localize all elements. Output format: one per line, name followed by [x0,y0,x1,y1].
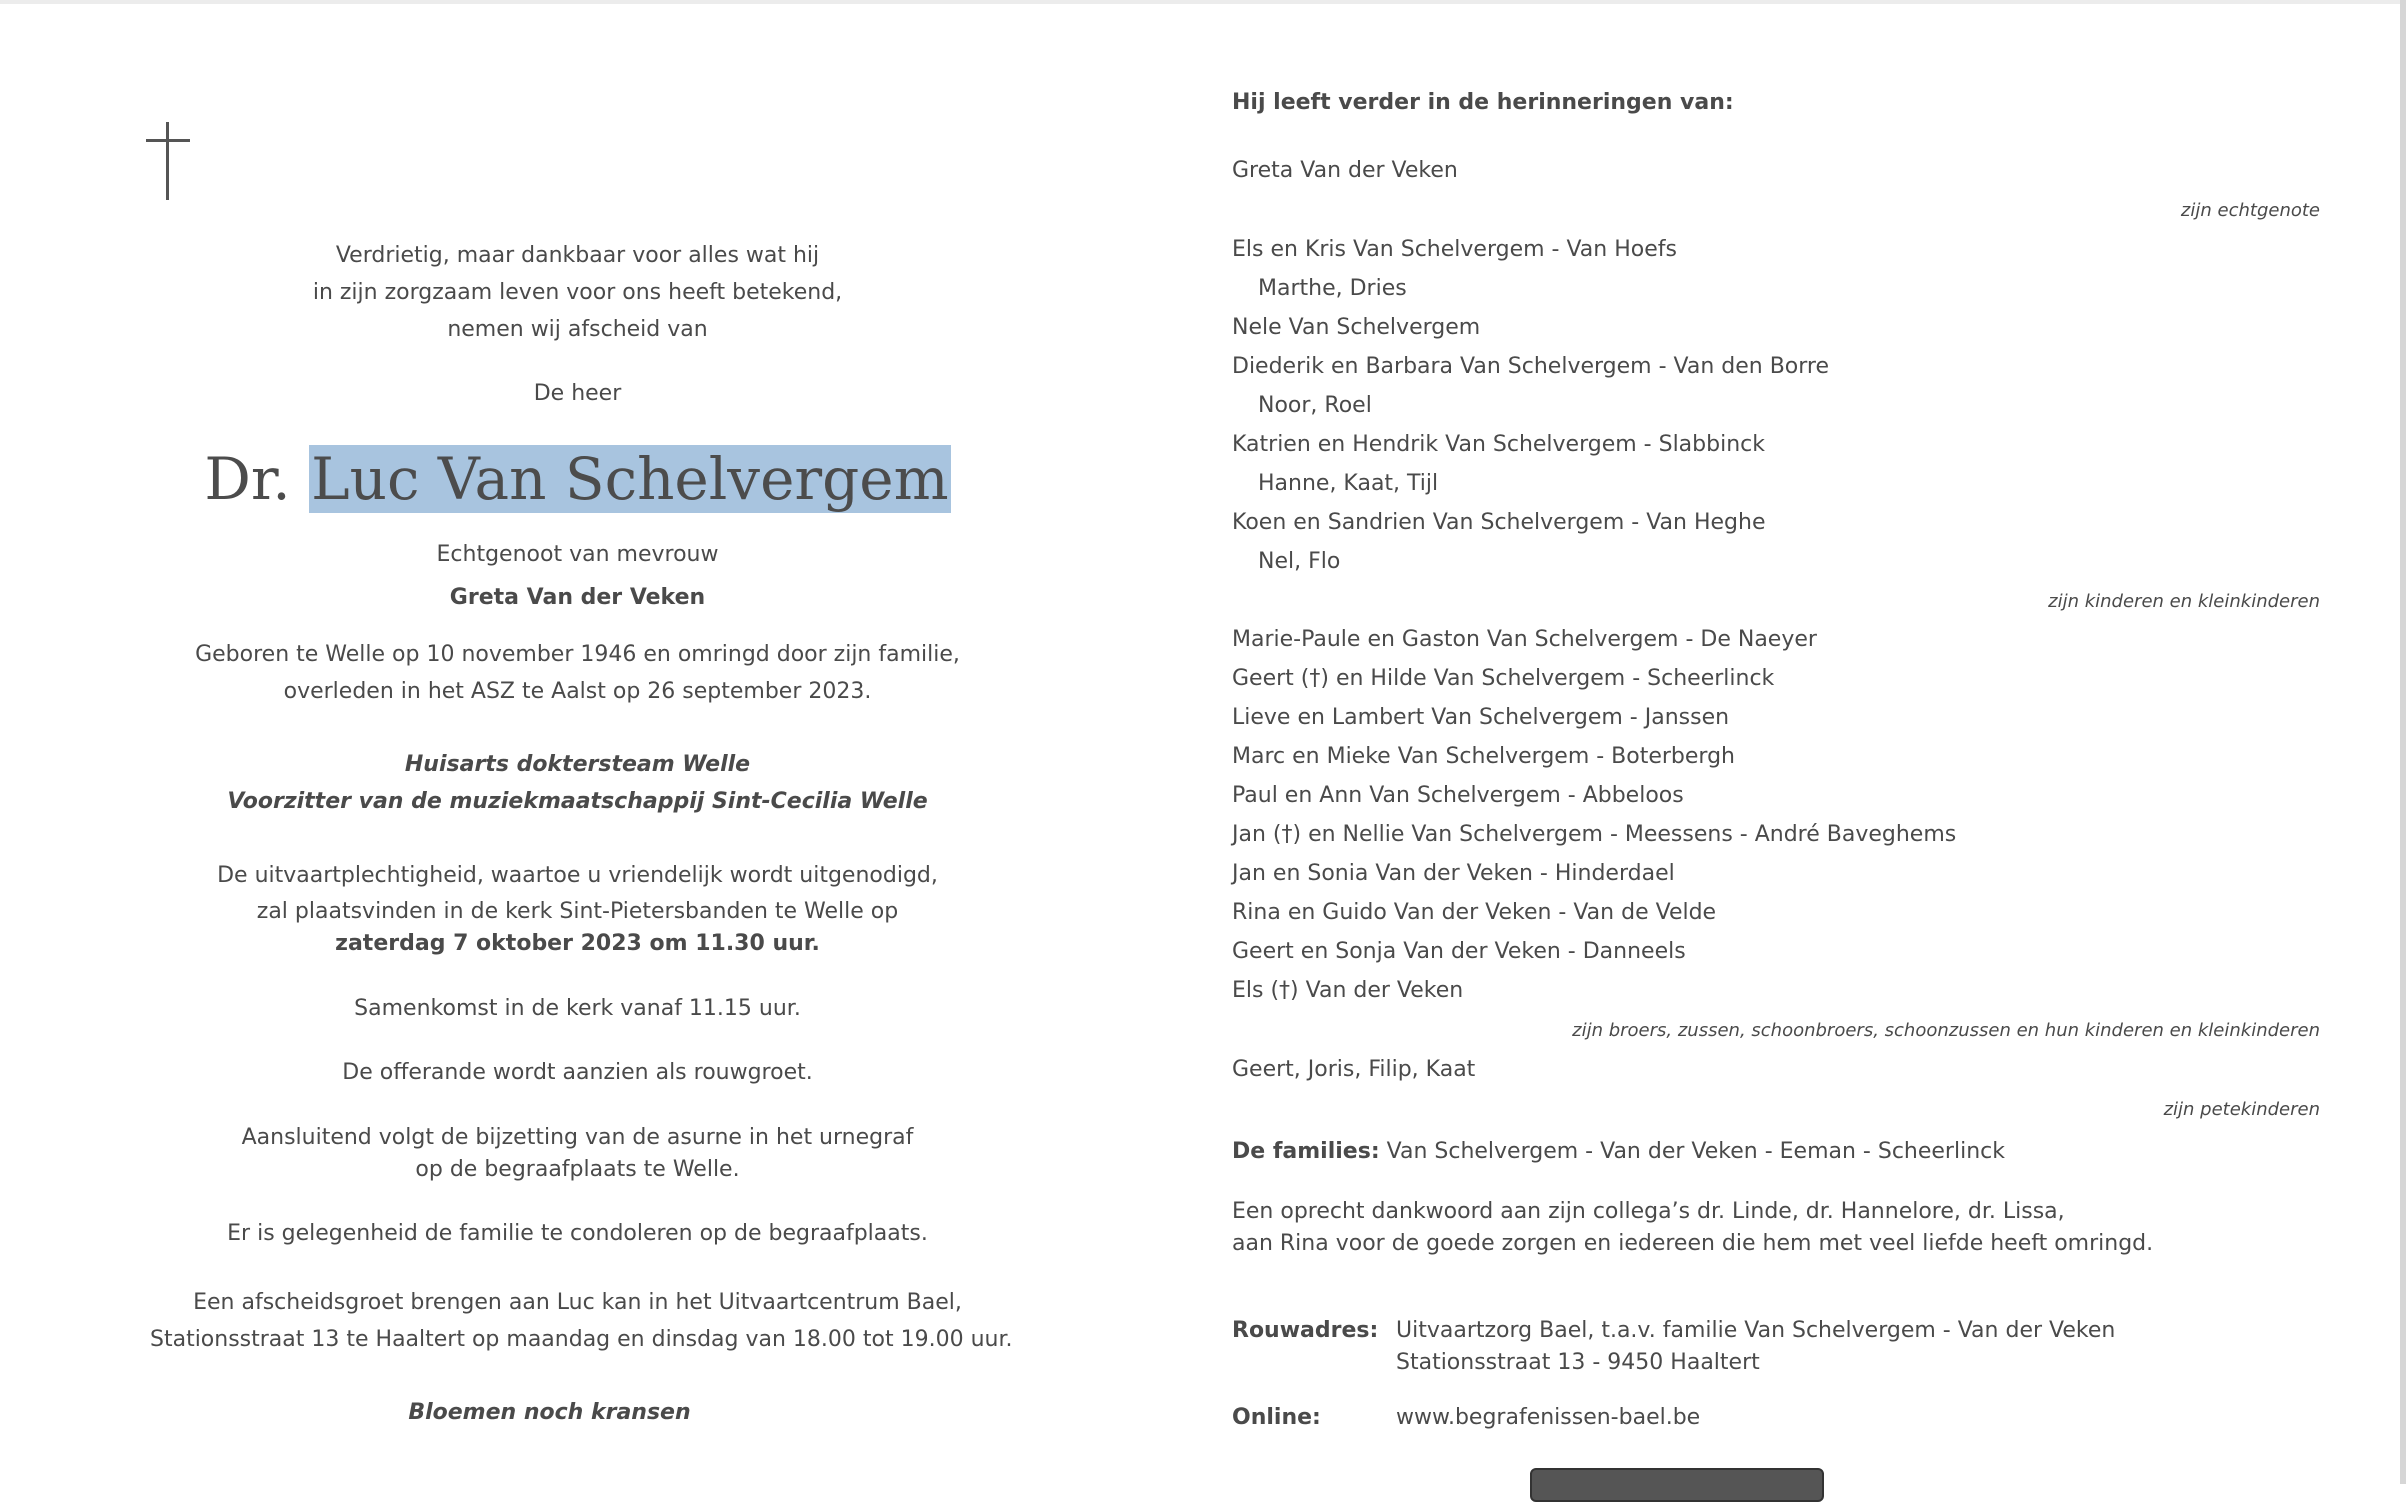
sibling-line: Jan (†) en Nellie Van Schelvergem - Meessens - André Baveghems [1232,822,1957,847]
burial-line-2: op de begraafplaats te Welle. [415,1157,740,1182]
child-line: Nele Van Schelvergem [1232,315,1481,340]
address-line-1: Uitvaartzorg Bael, t.a.v. familie Van Schelvergem - Van der Veken [1396,1318,2116,1343]
flowers: Bloemen noch kransen [408,1400,691,1425]
online-link[interactable]: www.begrafenissen-bael.be [1396,1405,1701,1430]
ceremony-date: zaterdag 7 oktober 2023 om 11.30 uur. [335,931,820,956]
sibling-line: Lieve en Lambert Van Schelvergem - Janssen [1232,705,1730,730]
grandchild-line: Noor, Roel [1258,393,1372,418]
spouse-caption: zijn echtgenote [2180,200,2320,221]
gathering: Samenkomst in de kerk vanaf 11.15 uur. [354,996,801,1021]
condolence: Er is gelegenheid de familie te condoleren op de begraafplaats. [227,1221,928,1246]
deceased-name [150,443,1005,515]
sibling-line: Geert en Sonja Van der Veken - Danneels [1232,939,1686,964]
offering: De offerande wordt aanzien als rouwgroet. [342,1060,813,1085]
families-value: Van Schelvergem - Van der Veken - Eeman - Scheerlinck [1386,1139,2005,1164]
sibling-line: Jan en Sonia Van der Veken - Hinderdael [1232,861,1675,886]
address-label: Rouwadres: [1232,1318,1379,1343]
godchildren-caption: zijn petekinderen [2163,1099,2320,1120]
farewell-line-2: Stationsstraat 13 te Haaltert op maandag en dinsdag van 18.00 tot 19.00 uur. [150,1327,1013,1352]
ceremony-line-1: De uitvaartplechtigheid, waartoe u vriendelijk wordt uitgenodigd, [217,863,938,888]
families-label: De families: [1232,1139,1380,1164]
scrollbar[interactable] [2400,0,2406,1484]
role-2: Voorzitter van de muziekmaatschappij Sint-Cecilia Welle [227,789,928,814]
intro-line-1: Verdrietig, maar dankbaar voor alles wat hij [335,243,820,268]
cross-icon [146,122,190,200]
burial-line-1: Aansluitend volgt de bijzetting van de asurne in het urnegraf [241,1125,914,1150]
name-dr: Dr. [204,445,291,513]
intro-line-3: nemen wij afscheid van [447,317,708,342]
online-label: Online: [1232,1405,1321,1430]
spouse-intro: Echtgenoot van mevrouw [436,542,719,567]
sibling-line: Paul en Ann Van Schelvergem - Abbeloos [1232,783,1684,808]
children-caption: zijn kinderen en kleinkinderen [2048,591,2320,612]
child-line: Katrien en Hendrik Van Schelvergem - Slabbinck [1232,432,1765,457]
name-main[interactable]: Luc Van Schelvergem [311,445,949,513]
farewell-line-1: Een afscheidsgroet brengen aan Luc kan in het Uitvaartcentrum Bael, [193,1290,962,1315]
role-1: Huisarts doktersteam Welle [404,752,751,777]
spouse-line: Greta Van der Veken [1232,158,1458,183]
grandchild-line: Hanne, Kaat, Tijl [1258,471,1439,496]
sibling-line: Marie-Paule en Gaston Van Schelvergem - De Naeyer [1232,627,1817,652]
address-line-2: Stationsstraat 13 - 9450 Haaltert [1396,1350,1760,1375]
memory-heading: Hij leeft verder in de herinneringen van: [1232,90,1734,115]
thanks-line-1: Een oprecht dankwoord aan zijn collega’s dr. Linde, dr. Hannelore, dr. Lissa, [1232,1199,2065,1224]
intro-line-2: in zijn zorgzaam leven voor ons heeft betekend, [312,280,843,305]
birth-line-2: overleden in het ASZ te Aalst op 26 september 2023. [283,679,872,704]
top-border [0,0,2406,4]
birth-line-1: Geboren te Welle op 10 november 1946 en omringd door zijn familie, [195,642,960,667]
child-line: Koen en Sandrien Van Schelvergem - Van Heghe [1232,510,1766,535]
sibling-line: Els (†) Van der Veken [1232,978,1464,1003]
sibling-line: Rina en Guido Van der Veken - Van de Velde [1232,900,1717,925]
grandchild-line: Nel, Flo [1258,549,1341,574]
child-line: Diederik en Barbara Van Schelvergem - Van den Borre [1232,354,1830,379]
bottom-button[interactable] [1530,1468,1824,1502]
spouse-name: Greta Van der Veken [449,585,706,610]
siblings-caption: zijn broers, zussen, schoonbroers, schoonzussen en hun kinderen en kleinkinderen [1572,1020,2320,1041]
sibling-line: Marc en Mieke Van Schelvergem - Boterbergh [1232,744,1736,769]
families-line [1232,1135,2005,1169]
title-prefix: De heer [533,381,622,406]
thanks-line-2: aan Rina voor de goede zorgen en iedereen die hem met veel liefde heeft omringd. [1232,1231,2154,1256]
ceremony-line-2: zal plaatsvinden in de kerk Sint-Pietersbanden te Welle op [256,899,899,924]
grandchild-line: Marthe, Dries [1258,276,1407,301]
godchildren-line: Geert, Joris, Filip, Kaat [1232,1057,1476,1082]
sibling-line: Geert (†) en Hilde Van Schelvergem - Scheerlinck [1232,666,1775,691]
child-line: Els en Kris Van Schelvergem - Van Hoefs [1232,237,1677,262]
